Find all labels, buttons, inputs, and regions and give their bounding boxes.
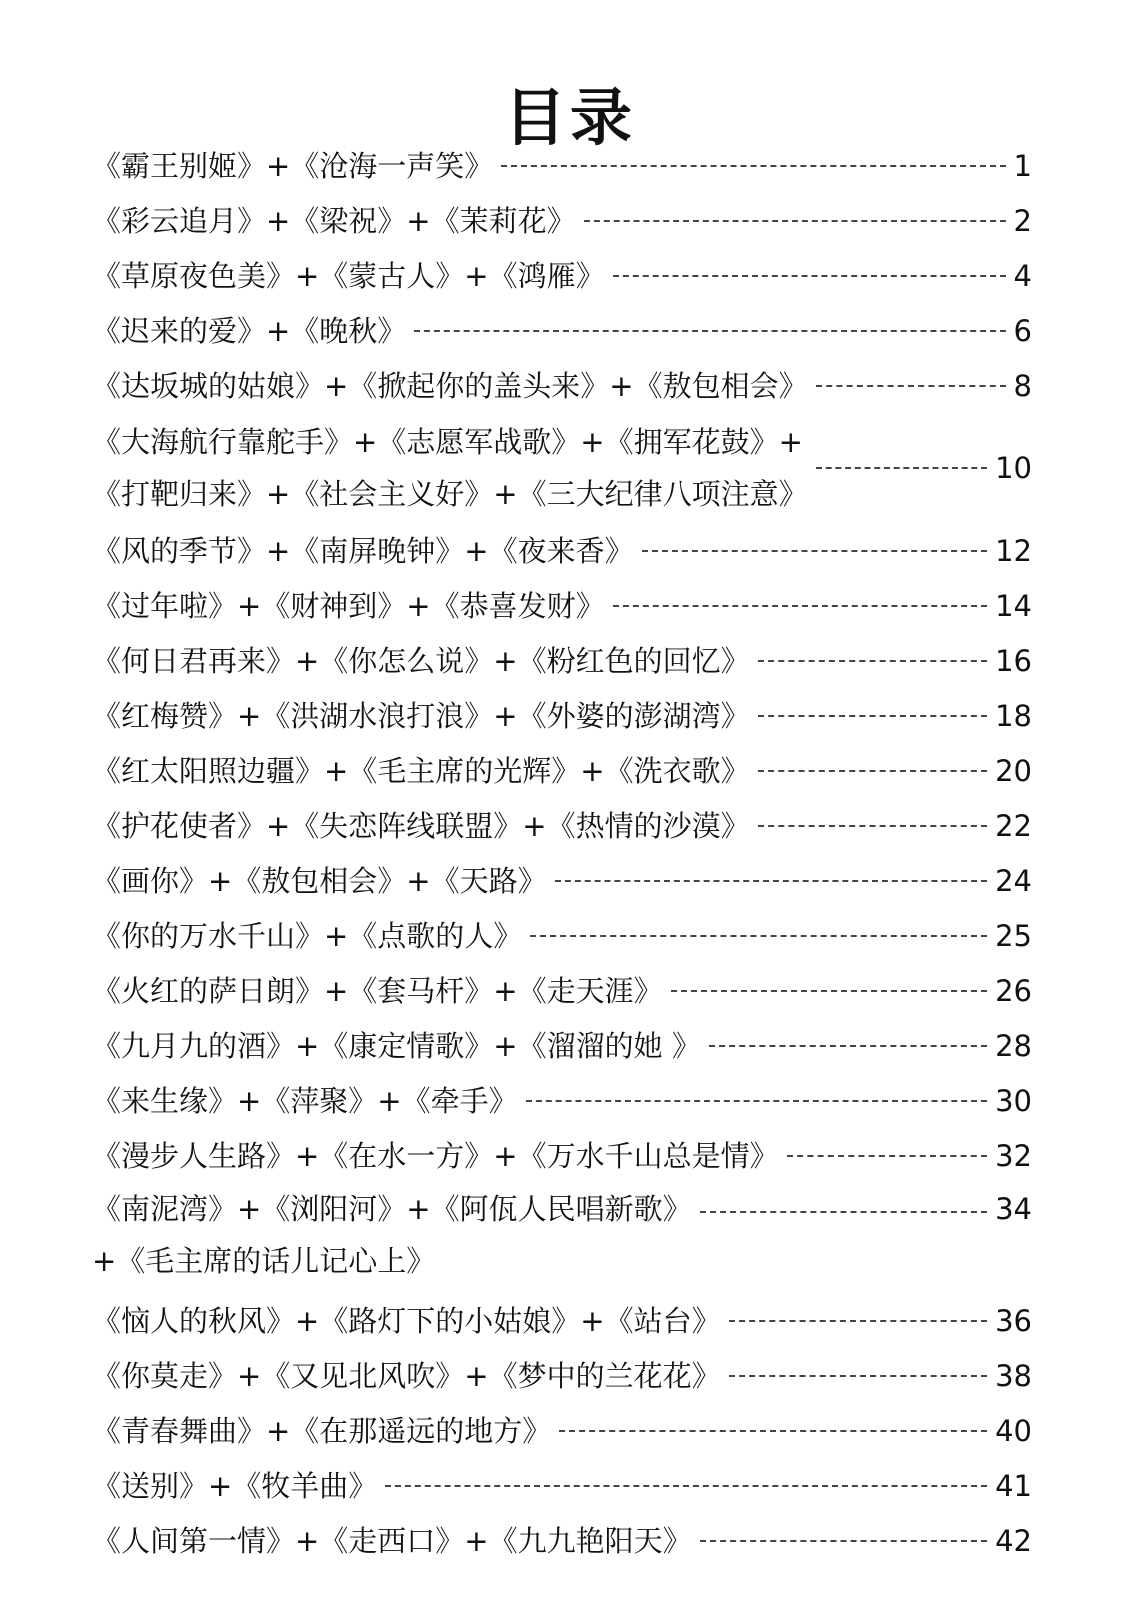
entry-title-line: 《风的季节》+《南屏晚钟》+《夜来香》 (92, 533, 634, 568)
entry-title-line: 《送别》+《牧羊曲》 (92, 1468, 378, 1503)
table-of-contents (92, 138, 1032, 1568)
entry-title (92, 360, 808, 412)
page-number: 30 (995, 1083, 1032, 1118)
toc-entry (92, 1458, 1032, 1513)
entry-title-line: 《何日君再来》+《你怎么说》+《粉红色的回忆》 (92, 643, 750, 678)
toc-entry (92, 743, 1032, 798)
page-number: 24 (995, 863, 1032, 898)
page-number: 41 (995, 1468, 1032, 1503)
page-number: 26 (995, 973, 1032, 1008)
dotted-leader (816, 385, 1006, 387)
entry-title (92, 1350, 721, 1402)
toc-entry (92, 523, 1032, 578)
entry-title (92, 635, 750, 687)
dotted-leader (501, 165, 1005, 167)
page-number: 32 (995, 1138, 1032, 1173)
dotted-leader (729, 1375, 987, 1377)
page-number: 22 (995, 808, 1032, 843)
entry-title-line: 《大海航行靠舵手》+《志愿军战歌》+《拥军花鼓》+ (92, 425, 803, 459)
entry-title (92, 965, 663, 1017)
toc-entry (92, 248, 1032, 303)
page-number: 25 (995, 918, 1032, 953)
toc-entry (92, 138, 1032, 193)
toc-entry (92, 303, 1032, 358)
toc-entry (92, 853, 1032, 908)
toc-entry (92, 908, 1032, 963)
entry-title-line: 《南泥湾》+《浏阳河》+《阿佤人民唱新歌》 (92, 1192, 692, 1226)
page-number: 38 (995, 1358, 1032, 1393)
entry-title-line: 《霸王别姬》+《沧海一声笑》 (92, 148, 494, 183)
entry-title-line: 《迟来的爱》+《晚秋》 (92, 313, 407, 348)
toc-entry (92, 1513, 1032, 1568)
page-number: 20 (995, 753, 1032, 788)
toc-entry (92, 1018, 1032, 1073)
dotted-leader (559, 1430, 987, 1432)
dotted-leader (671, 990, 987, 992)
toc-entry (92, 358, 1032, 413)
page-number: 6 (1013, 313, 1032, 348)
page-number: 1 (1013, 148, 1032, 183)
entry-title-line: 《人间第一情》+《走西口》+《九九艳阳天》 (92, 1523, 692, 1558)
toc-entry (92, 688, 1032, 743)
entry-title (92, 745, 750, 797)
entry-title (92, 195, 576, 247)
entry-title-line: 《你莫走》+《又见北风吹》+《梦中的兰花花》 (92, 1358, 721, 1393)
toc-entry (92, 413, 1032, 523)
entry-title (92, 416, 808, 520)
entry-title (92, 1405, 551, 1457)
entry-title-line: 《护花使者》+《失恋阵线联盟》+《热情的沙漠》 (92, 808, 750, 843)
entry-title (92, 1515, 692, 1567)
toc-entry (92, 1348, 1032, 1403)
entry-title-line: 《你的万水千山》+《点歌的人》 (92, 918, 523, 953)
dotted-leader (758, 715, 987, 717)
entry-title (92, 800, 750, 852)
dotted-leader (613, 275, 1006, 277)
toc-entry (92, 578, 1032, 633)
toc-entry (92, 963, 1032, 1018)
dotted-leader (787, 1155, 987, 1157)
entry-title (92, 250, 605, 302)
page-number: 18 (995, 698, 1032, 733)
entry-title (92, 140, 493, 192)
page-number: 40 (995, 1413, 1032, 1448)
page-number: 16 (995, 643, 1032, 678)
entry-title-line: 《过年啦》+《财神到》+《恭喜发财》 (92, 588, 605, 623)
dotted-leader (758, 660, 987, 662)
entry-title (92, 1183, 692, 1287)
entry-title (92, 580, 605, 632)
entry-title (92, 525, 634, 577)
dotted-leader (530, 935, 987, 937)
toc-entry (92, 1183, 1032, 1293)
entry-title-line: 《画你》+《敖包相会》+《天路》 (92, 863, 547, 898)
page-number: 10 (995, 451, 1032, 485)
entry-title-line: 《草原夜色美》+《蒙古人》+《鸿雁》 (92, 258, 605, 293)
entry-title-line: 《恼人的秋风》+《路灯下的小姑娘》+《站台》 (92, 1303, 721, 1338)
page-title: 目录 (503, 80, 636, 154)
dotted-leader (526, 1100, 987, 1102)
dotted-leader (385, 1485, 987, 1487)
entry-title-line: 《彩云追月》+《梁祝》+《茉莉花》 (92, 203, 576, 238)
entry-title (92, 305, 406, 357)
dotted-leader (816, 467, 987, 469)
dotted-leader (758, 770, 987, 772)
entry-title (92, 1130, 779, 1182)
page-number: 12 (995, 533, 1032, 568)
entry-title (92, 1075, 518, 1127)
entry-title-line: 《青春舞曲》+《在那遥远的地方》 (92, 1413, 552, 1448)
entry-title (92, 690, 750, 742)
toc-entry (92, 1073, 1032, 1128)
entry-title (92, 1295, 721, 1347)
toc-entry (92, 1128, 1032, 1183)
dotted-leader (709, 1045, 987, 1047)
dotted-leader (584, 220, 1006, 222)
page-number: 2 (1013, 203, 1032, 238)
toc-entry (92, 798, 1032, 853)
entry-title-line: +《毛主席的话儿记心上》 (92, 1244, 436, 1278)
page-number: 34 (995, 1192, 1032, 1226)
toc-entry (92, 1293, 1032, 1348)
page-number: 28 (995, 1028, 1032, 1063)
page-number: 14 (995, 588, 1032, 623)
entry-title-line: 《漫步人生路》+《在水一方》+《万水千山总是情》 (92, 1138, 779, 1173)
entry-title (92, 1020, 701, 1072)
dotted-leader (555, 880, 987, 882)
entry-title-line: 《九月九的酒》+《康定情歌》+《溜溜的她 》 (92, 1028, 701, 1063)
page-number: 42 (995, 1523, 1032, 1558)
entry-title-line: 《打靶归来》+《社会主义好》+《三大纪律八项注意》 (92, 477, 808, 511)
entry-title (92, 855, 547, 907)
dotted-leader (642, 550, 987, 552)
dotted-leader (758, 825, 987, 827)
dotted-leader (613, 605, 987, 607)
dotted-leader (700, 1211, 987, 1213)
entry-title-line: 《来生缘》+《萍聚》+《牵手》 (92, 1083, 518, 1118)
toc-entry (92, 1403, 1032, 1458)
page-number: 8 (1013, 368, 1032, 403)
page-number: 4 (1013, 258, 1032, 293)
entry-title-line: 《红太阳照边疆》+《毛主席的光辉》+《洗衣歌》 (92, 753, 750, 788)
dotted-leader (729, 1320, 987, 1322)
dotted-leader (700, 1540, 987, 1542)
page-number: 36 (995, 1303, 1032, 1338)
entry-title (92, 910, 522, 962)
toc-entry (92, 633, 1032, 688)
entry-title (92, 1460, 377, 1512)
entry-title-line: 《火红的萨日朗》+《套马杆》+《走天涯》 (92, 973, 663, 1008)
toc-entry (92, 193, 1032, 248)
entry-title-line: 《达坂城的姑娘》+《掀起你的盖头来》+《敖包相会》 (92, 368, 808, 403)
entry-title-line: 《红梅赞》+《洪湖水浪打浪》+《外婆的澎湖湾》 (92, 698, 750, 733)
dotted-leader (414, 330, 1005, 332)
